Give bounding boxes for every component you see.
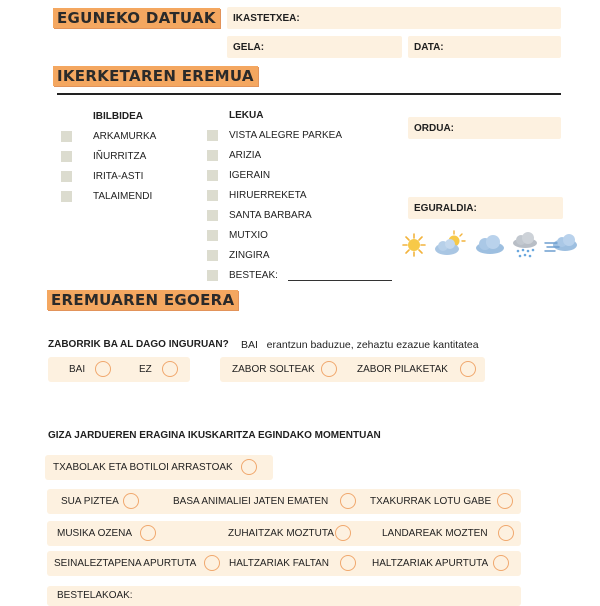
- lekua-item[interactable]: [207, 190, 307, 201]
- haltzariak-apurtuta-label: HALTZARIAK APURTUTA: [372, 557, 489, 569]
- data-field[interactable]: [408, 36, 561, 58]
- bai-label: BAI: [69, 363, 86, 375]
- basa-animaliei-label: BASA ANIMALIEI JATEN EMATEN: [173, 495, 329, 507]
- ibilbidea-item-label: IÑURRITZA: [93, 151, 147, 162]
- lekua-item[interactable]: [207, 230, 268, 241]
- rain-cloud-icon[interactable]: [510, 231, 540, 259]
- sua-piztea-option[interactable]: [61, 493, 139, 509]
- eguraldia-label: EGURALDIA:: [414, 202, 477, 214]
- musika-ozena-option[interactable]: [57, 525, 156, 541]
- checkbox[interactable]: [61, 151, 72, 162]
- landareak-label: LANDAREAK MOZTEN: [382, 527, 488, 539]
- haltzariak-faltan-label: HALTZARIAK FALTAN: [229, 557, 330, 569]
- giza-question: GIZA JARDUEREN ERAGINA IKUSKARITZA EGINDAKO MOMENTUAN: [48, 430, 381, 441]
- ibilbidea-item-label: IRITA-ASTI: [93, 171, 144, 182]
- eguraldia-field[interactable]: [408, 197, 563, 219]
- lekua-item-label: BESTEAK:: [229, 270, 278, 281]
- radio-circle[interactable]: [340, 493, 356, 509]
- lekua-item-label: IGERAIN: [229, 170, 271, 181]
- radio-circle[interactable]: [162, 361, 178, 377]
- lekua-item-besteak[interactable]: [207, 270, 392, 281]
- lekua-item[interactable]: [207, 130, 342, 141]
- checkbox[interactable]: [61, 171, 72, 182]
- zuhaitzak-label: ZUHAITZAK MOZTUTA: [228, 527, 334, 539]
- checkbox[interactable]: [207, 250, 218, 261]
- radio-circle[interactable]: [321, 361, 337, 377]
- zaborrik-question: ZABORRIK BA AL DAGO INGURUAN?: [48, 339, 229, 350]
- musika-ozena-label: MUSIKA OZENA: [57, 527, 133, 539]
- checkbox[interactable]: [207, 270, 218, 281]
- radio-circle[interactable]: [95, 361, 111, 377]
- sua-piztea-label: SUA PIZTEA: [61, 495, 119, 507]
- cloud-icon[interactable]: [474, 233, 506, 255]
- bestelakoak-label: BESTELAKOAK:: [57, 590, 133, 601]
- ikastetxea-label: IKASTETXEA:: [233, 12, 300, 24]
- ibilbidea-item[interactable]: [61, 191, 152, 202]
- ibilbidea-header: IBILBIDEA: [93, 111, 143, 122]
- section-title-eremuaren-egoera: EREMUAREN EGOERA: [47, 290, 238, 310]
- besteak-blank-line[interactable]: [288, 271, 392, 281]
- radio-circle[interactable]: [493, 555, 509, 571]
- gela-label: GELA:: [233, 41, 265, 53]
- ibilbidea-item[interactable]: [61, 151, 146, 162]
- lekua-item-label: HIRUERREKETA: [229, 190, 307, 201]
- checkbox[interactable]: [207, 230, 218, 241]
- sun-icon[interactable]: [401, 232, 427, 258]
- zabor-solteak-label: ZABOR SOLTEAK: [232, 363, 315, 375]
- radio-circle[interactable]: [241, 459, 257, 475]
- ibilbidea-item-label: ARKAMURKA: [93, 131, 157, 142]
- haltzariak-faltan-option[interactable]: [229, 555, 356, 571]
- radio-circle[interactable]: [498, 525, 514, 541]
- checkbox[interactable]: [207, 210, 218, 221]
- radio-circle[interactable]: [204, 555, 220, 571]
- lekua-item[interactable]: [207, 170, 270, 181]
- radio-circle[interactable]: [123, 493, 139, 509]
- ibilbidea-item[interactable]: [61, 171, 143, 182]
- lekua-item[interactable]: [207, 210, 312, 221]
- zabor-solteak-option[interactable]: [232, 361, 337, 377]
- lekua-item-label: VISTA ALEGRE PARKEA: [229, 130, 343, 141]
- radio-circle[interactable]: [140, 525, 156, 541]
- radio-circle[interactable]: [497, 493, 513, 509]
- seinaleztapena-label: SEINALEZTAPENA APURTUTA: [54, 557, 197, 569]
- zabor-pilaketak-option[interactable]: [357, 361, 476, 377]
- ibilbidea-item[interactable]: [61, 131, 156, 142]
- lekua-item-label: ARIZIA: [229, 150, 262, 161]
- lekua-item[interactable]: [207, 250, 270, 261]
- section-divider: [57, 93, 561, 95]
- basa-animaliei-option[interactable]: [173, 493, 356, 509]
- data-label: DATA:: [414, 41, 444, 53]
- section-title-eguneko-datuak: EGUNEKO DATUAK: [53, 8, 220, 28]
- lekua-item-label: ZINGIRA: [229, 250, 270, 261]
- checkbox[interactable]: [61, 191, 72, 202]
- zuhaitzak-option[interactable]: [228, 525, 351, 541]
- txakurrak-option[interactable]: [370, 493, 513, 509]
- bai-option[interactable]: [69, 361, 111, 377]
- ikastetxea-field[interactable]: [227, 7, 561, 29]
- checkbox[interactable]: [207, 190, 218, 201]
- lekua-header: LEKUA: [229, 110, 264, 121]
- ordua-field[interactable]: [408, 117, 561, 139]
- sun-cloud-icon[interactable]: [432, 229, 468, 257]
- radio-circle[interactable]: [340, 555, 356, 571]
- haltzariak-apurtuta-option[interactable]: [372, 555, 509, 571]
- section-title-ikerketaren-eremua: IKERKETAREN EREMUA: [53, 66, 258, 86]
- ibilbidea-item-label: TALAIMENDI: [93, 191, 153, 202]
- wind-cloud-icon[interactable]: [543, 233, 579, 257]
- txabolak-label: TXABOLAK ETA BOTILOI ARRASTOAK: [53, 461, 233, 473]
- seinaleztapena-option[interactable]: [54, 555, 220, 571]
- txakurrak-label: TXAKURRAK LOTU GABE: [370, 495, 492, 507]
- ez-option[interactable]: [139, 361, 178, 377]
- gela-field[interactable]: [227, 36, 402, 58]
- checkbox[interactable]: [207, 150, 218, 161]
- checkbox[interactable]: [207, 130, 218, 141]
- lekua-item-label: SANTA BARBARA: [229, 210, 312, 221]
- checkbox[interactable]: [61, 131, 72, 142]
- txabolak-option[interactable]: [53, 459, 257, 475]
- ez-label: EZ: [139, 363, 152, 375]
- radio-circle[interactable]: [460, 361, 476, 377]
- checkbox[interactable]: [207, 170, 218, 181]
- lekua-item-label: MUTXIO: [229, 230, 268, 241]
- landareak-option[interactable]: [382, 525, 514, 541]
- lekua-item[interactable]: [207, 150, 261, 161]
- zabor-pilaketak-label: ZABOR PILAKETAK: [357, 363, 448, 375]
- radio-circle[interactable]: [335, 525, 351, 541]
- zaborrik-note: BAI erantzun baduzue, zehaztu ezazue kantitatea: [241, 339, 479, 351]
- ordua-label: ORDUA:: [414, 122, 454, 134]
